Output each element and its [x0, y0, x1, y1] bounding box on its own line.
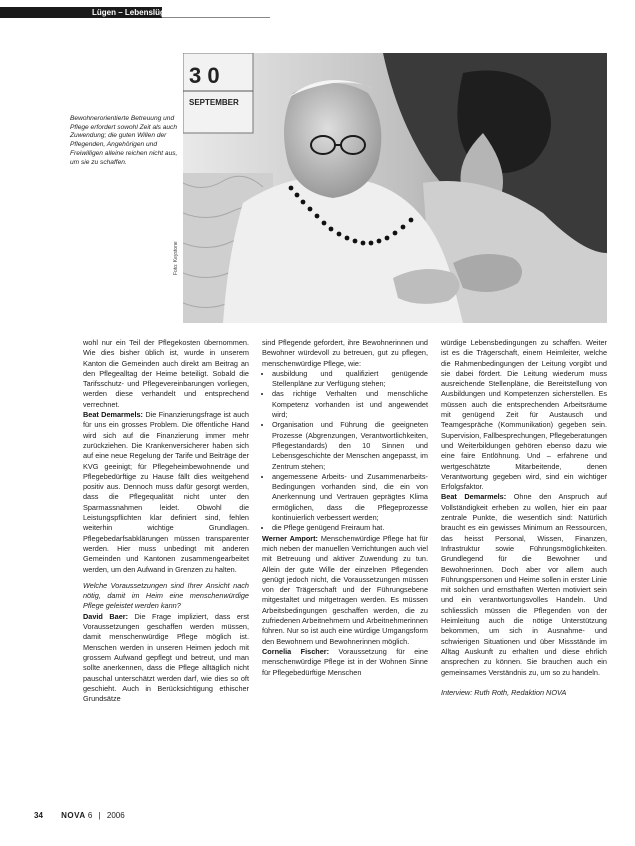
calendar-month: SEPTEMBER [189, 98, 239, 107]
page-footer [34, 810, 125, 822]
speaker-name: Cornelia Fischer: [262, 646, 330, 656]
list-item: • die Pflege genügend Freiraum hat. [272, 523, 428, 533]
speaker-text: Voraussetzung für eine menschenwürdige Pflege ist in der Wohnen Sinne für Pflegebedürftige Menschen [262, 646, 429, 677]
speaker-text: Ohne den Anspruch auf Vollständigkeit erheben zu wollen, hier ein paar zentrale Punkte, die wesentlich sind: Natürlich braucht es ein gewisses Minimum an Ressourcen, das heisst Personal, Wissen, Finanzen, Infrastruktur sowie Führungsmöglichkeiten. Grundlegend für die Bewohner und Bewohnerinnen. Doch aber vor allem auch Führungspersonen und Heime sollen in erster Linie mit solchen und ernsthaften Werten motiviert sein und ein verantwortungsvolles Handeln. Und schliesslich müssen die Pflegenden von der Heimleitung auch die nötige Unterstützung bekommen, um sich in Ausnahme- und schwierigen Situationen und über Missstände im Alltag Auskunft zu erhalten und diese ehrlich ansprechen zu können. Sie brauchen auch ein gemeinsames Verständnis zu, um so zu handeln. [441, 492, 607, 677]
calendar-number: 3 0 [189, 63, 220, 88]
speaker-name: Beat Demarmels: [441, 492, 507, 502]
speaker-text: Die Finanzierungsfrage ist auch für uns ein grosses Problem. Die öffentliche Hand wird sich auf die Finanzierung immer mehr zurückziehen. Die Krankenversicherer haben sich auf eine neue Regelung der Tarife und Beiträge der KVG geeinigt; für Pflegeheimbewohnende und Pflegebedürftige zu Hause fällt dies weitgehend positiv aus. Dennoch muss dafür gesorgt werden, dass die Pflegequalität nicht unter den Sparmassnahmen leidet. Obwohl die Leistungspflichten klar definiert sind, fehlen weiterhin wichtige Grundlagen. Pflegebedarfsabklärungen müssen transparenter werden. Hier muss unbedingt mit anderen Gemeinden und Kantonen zusammengearbeitet werden, um den Aufwand in Grenzen zu halten. [83, 410, 249, 574]
speaker-name: David Baer: [83, 611, 129, 621]
paragraph: sind Pflegende gefordert, ihre Bewohnerinnen und Bewohner würdevoll zu betreuen, gut zu pflegen, menschenwürdige Pflege, wie: [262, 338, 428, 368]
speaker-text: Menschenwürdige Pflege hat für mich neben der manuellen Verrichtungen auch viel mit Betreuung und aktiver Zuwendung zu tun. Allein der gute Wille der einzelnen Pflegenden genügt jedoch nicht, die Voraussetzungen müssen von der Trägerschaft und der Führungsebene mitgestaltet und mitgetragen werden. Es müssen Arbeitsbedingungen geschaffen werden, die zu zufriedenen Arbeitnehmern und Arbeitnehmerinnen führen. Nur so ist auch eine würdige Umgangsform den Bewohnern und Bewohnerinnen möglich. [262, 533, 428, 646]
list-item: • ausbildung und qualifiziert genügende Stellenpläne zur Verfügung stehen; [272, 369, 428, 390]
magazine-name: NOVA [61, 811, 86, 820]
speaker-paragraph [83, 410, 249, 575]
interview-credit: Interview: Ruth Roth, Redaktion NOVA [441, 687, 567, 697]
text-column-1 [83, 338, 249, 704]
photo-caption [70, 115, 178, 167]
list-item: • angemessene Arbeits- und Zusammenarbeits-Bedingungen vorhanden sind, die ein von Anerkennung und Vertrauen geprägtes Klima ermöglichen, dass die Pflegeprozesse kontinuierlich verbessert werden; [272, 472, 428, 523]
interview-question: Welche Voraussetzungen sind Ihrer Ansicht nach nötig, damit im Heim eine menschenwürdige Pflege geleistet werden kann? [83, 580, 249, 611]
header-rule [162, 17, 270, 18]
issue-number: 6 [87, 811, 93, 820]
caption-text: Bewohnerorientierte Betreuung und Pflege erfordert sowohl Zeit als auch Zuwendung; die guten Willen der Pflegenden, Angehörigen und Freiwilligen alleine reichen nicht aus, um sie zu schaffen. [70, 115, 178, 166]
speaker-paragraph [262, 647, 428, 678]
footer-divider: | [98, 811, 101, 820]
photo-illustration [183, 53, 607, 323]
bullet-list [262, 369, 428, 534]
speaker-name: Werner Amport: [262, 533, 318, 543]
list-item: • das richtige Verhalten und menschliche Kompetenz vorhanden ist und angewendet wird; [272, 389, 428, 420]
paragraph: würdige Lebensbedingungen zu schaffen. Weiter ist es die Trägerschaft, einem Heimleiter, welche die Rahmenbedingungen der Leitung vorgibt und sie dabei fördert. Die Leitung wiederum muss ausreichende Stellenpläne, die Bereitstellung von Ausbildungen und Kompetenzen sicherstellen. Es müssen auch die entsprechenden Arbeitsräume mit genügend Zeit für Austausch und Teamgespräche (Kommunikation) gegeben sein. Supervision, Fallbesprechungen, Pflegeberatungen und Weiterbildungen gehören ebenso dazu wie eine faire Entlöhnung. Und – erfahrene und wertgeschätzte Mitarbeitende, denen Verantwortung gegeben wird, sind ein wichtiger Erfolgsfaktor. [441, 338, 607, 492]
speaker-name: Beat Demarmels: [83, 410, 143, 420]
paragraph: wohl nur ein Teil der Pflegekosten übernommen. Wie dies bisher üblich ist, wurde in unserem Kanton die Gemeinden auch direkt am Beitrag an den Pflegealltag der Heime beteiligt. Sobald die Tarifsschutz- und Pflegevereinbarungen vorliegen, werden diese verhandelt und entsprechend verrechnet. [83, 338, 249, 409]
speaker-paragraph [262, 534, 428, 647]
text-column-2 [262, 338, 428, 678]
page-number: 34 [34, 811, 43, 820]
speaker-paragraph [441, 492, 607, 677]
speaker-text: Die Frage impliziert, dass erst Voraussetzungen geschaffen werden müssen, damit menschenwürdige Pflege möglich ist. Menschen werden in unseren Heimen jedoch mit grossem Aufwand gepflegt und betreut, und man sollte anerkennen, dass die Pflege alltäglich nicht pauschal unterschätzt werden darf, wie dies so oft geschieht. Auch in Berücksichtigung ethischer Grundsätze [83, 611, 249, 704]
section-label: Lügen – Lebenslügen [92, 8, 175, 17]
main-photo [183, 53, 607, 323]
text-column-3 [441, 338, 607, 698]
list-item: • Organisation und Führung die geeigneten Prozesse (Abgrenzungen, Verantwortlichkeiten, Pflegestandards) den 10 Sinnen und Lebensgeschichte der Menschen angepasst, im Zentrum stehen; [272, 420, 428, 471]
issue-year: 2006 [106, 811, 125, 820]
speaker-paragraph [83, 612, 249, 705]
photo-credit: Foto: Keystone [173, 241, 179, 275]
